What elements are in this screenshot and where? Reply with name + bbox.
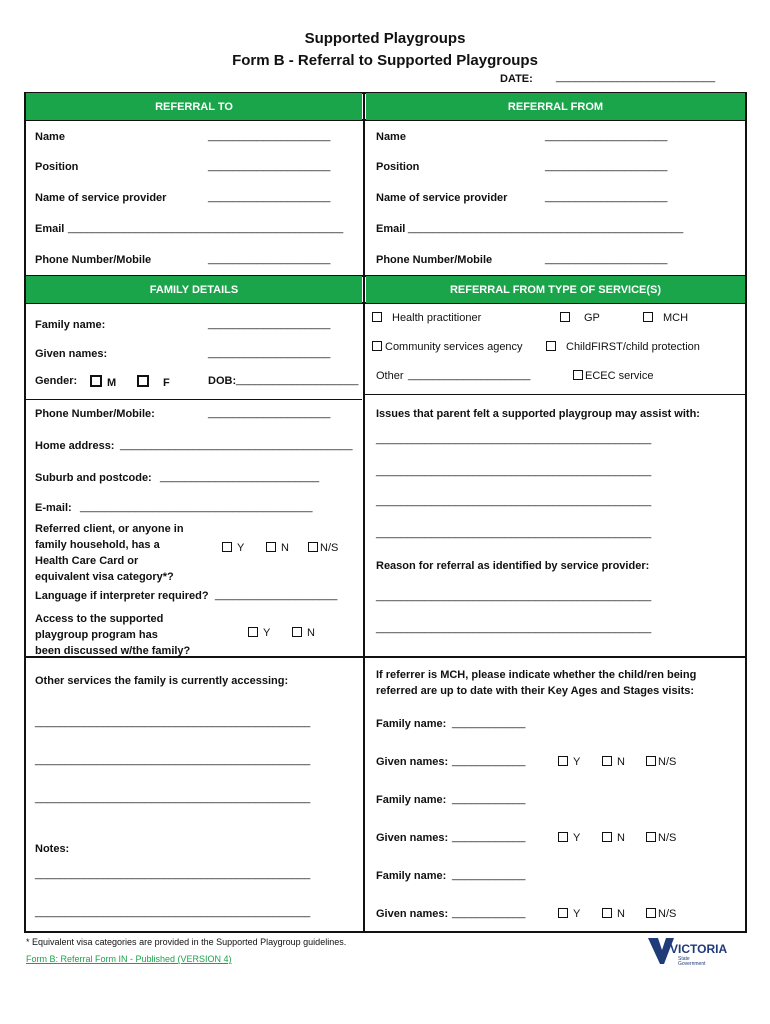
child2-family-label: Family name: xyxy=(376,794,447,806)
checkbox-icon xyxy=(558,908,568,918)
hcc-question: Referred client, or anyone in family household, has a Health Care Card or equivalent visa category*? xyxy=(35,523,184,583)
family-email-label: E-mail: xyxy=(35,502,72,514)
checkbox-icon xyxy=(646,756,656,766)
child3-given-field[interactable]: ____________ xyxy=(452,907,526,919)
notes-line-1[interactable]: _____________________________________________ xyxy=(35,868,311,880)
gender-m-option[interactable]: M xyxy=(90,375,116,389)
from-name-label: Name xyxy=(376,131,406,143)
checkbox-icon xyxy=(643,312,653,322)
family-email-field[interactable]: ______________________________________ xyxy=(80,501,313,513)
header-referral-from: REFERRAL FROM xyxy=(366,93,745,120)
hcc-n-option[interactable]: N xyxy=(266,542,289,554)
logo-sub-1: State xyxy=(678,956,690,962)
other-services-line-3[interactable]: _____________________________________________ xyxy=(35,792,311,804)
ecec-option[interactable]: ECEC service xyxy=(573,370,653,382)
logo-text: VICTORIA xyxy=(670,942,728,956)
issues-line-1[interactable]: _____________________________________________ xyxy=(376,433,652,445)
checkbox-icon xyxy=(137,375,149,387)
dob-label: DOB: xyxy=(208,375,237,387)
child1-given-field[interactable]: ____________ xyxy=(452,755,526,767)
checkbox-icon xyxy=(372,341,382,351)
victoria-logo-icon xyxy=(648,934,728,968)
from-email-field[interactable]: _____________________________________________ xyxy=(408,222,684,234)
family-phone-field[interactable]: ____________________ xyxy=(208,407,331,419)
form-subtitle: Form B - Referral to Supported Playgroups xyxy=(232,52,538,69)
access-question: Access to the supported playgroup program has been discussed w/the family? xyxy=(35,613,191,657)
checkbox-icon xyxy=(308,542,318,552)
family-phone-label: Phone Number/Mobile: xyxy=(35,408,155,420)
form-title: Supported Playgroups xyxy=(304,30,466,47)
checkbox-icon xyxy=(222,542,232,552)
child3-y-option[interactable]: Y xyxy=(558,908,580,920)
gp-option[interactable]: GP xyxy=(560,312,600,324)
child2-ns-option[interactable]: N/S xyxy=(646,832,676,844)
checkbox-icon xyxy=(558,832,568,842)
date-label: DATE: xyxy=(500,73,533,85)
from-provider-label: Name of service provider xyxy=(376,192,508,204)
suburb-field[interactable]: __________________________ xyxy=(160,471,320,483)
checkbox-icon xyxy=(646,908,656,918)
language-field[interactable]: ____________________ xyxy=(215,589,338,601)
child3-given-label: Given names: xyxy=(376,908,449,920)
home-address-field[interactable]: ______________________________________ xyxy=(120,439,353,451)
from-phone-label: Phone Number/Mobile xyxy=(376,254,493,266)
child1-n-option[interactable]: N xyxy=(602,756,625,768)
checkbox-icon xyxy=(602,908,612,918)
mch-option[interactable]: MCH xyxy=(643,312,688,324)
header-referral-type: REFERRAL FROM TYPE OF SERVICE(S) xyxy=(366,276,745,303)
child1-y-option[interactable]: Y xyxy=(558,756,580,768)
other-field[interactable]: ____________________ xyxy=(408,369,531,381)
home-address-label: Home address: xyxy=(35,440,115,452)
health-option[interactable]: Health practitioner xyxy=(372,312,481,324)
child1-given-label: Given names: xyxy=(376,756,449,768)
from-name-field[interactable]: ____________________ xyxy=(545,130,668,142)
language-label: Language if interpreter required? xyxy=(35,590,209,602)
from-position-field[interactable]: ____________________ xyxy=(545,160,668,172)
to-provider-label: Name of service provider xyxy=(35,192,167,204)
date-field[interactable]: __________________________ xyxy=(556,71,716,83)
issues-line-2[interactable]: _____________________________________________ xyxy=(376,465,652,477)
logo-sub-2: Government xyxy=(678,961,706,967)
given-names-field[interactable]: ____________________ xyxy=(208,347,331,359)
header-referral-to: REFERRAL TO xyxy=(26,93,362,120)
community-option[interactable]: Community services agency xyxy=(372,341,523,353)
child1-family-field[interactable]: ____________ xyxy=(452,717,526,729)
from-phone-field[interactable]: ____________________ xyxy=(545,253,668,265)
other-label: Other xyxy=(376,370,404,382)
notes-line-2[interactable]: _____________________________________________ xyxy=(35,906,311,918)
other-services-line-1[interactable]: _____________________________________________ xyxy=(35,716,311,728)
other-services-label: Other services the family is currently accessing: xyxy=(35,675,289,687)
to-name-field[interactable]: ____________________ xyxy=(208,130,331,142)
from-provider-field[interactable]: ____________________ xyxy=(545,191,668,203)
reason-line-2[interactable]: _____________________________________________ xyxy=(376,622,652,634)
from-email-label: Email xyxy=(376,223,406,235)
notes-label: Notes: xyxy=(35,843,70,855)
to-phone-label: Phone Number/Mobile xyxy=(35,254,152,266)
reason-label: Reason for referral as identified by service provider: xyxy=(376,560,650,572)
to-provider-field[interactable]: ____________________ xyxy=(208,191,331,203)
child1-ns-option[interactable]: N/S xyxy=(646,756,676,768)
child3-family-label: Family name: xyxy=(376,870,447,882)
issues-line-4[interactable]: _____________________________________________ xyxy=(376,527,652,539)
child1-family-label: Family name: xyxy=(376,718,447,730)
issues-label: Issues that parent felt a supported playgroup may assist with: xyxy=(376,408,700,420)
mch-question: If referrer is MCH, please indicate whether the child/ren being referred are up to date with their Key Ages and Stages visits: xyxy=(376,669,697,697)
checkbox-icon xyxy=(248,627,258,637)
child3-ns-option[interactable]: N/S xyxy=(646,908,676,920)
child2-y-option[interactable]: Y xyxy=(558,832,580,844)
reason-line-1[interactable]: _____________________________________________ xyxy=(376,590,652,602)
victoria-logo xyxy=(648,934,728,968)
child3-family-field[interactable]: ____________ xyxy=(452,869,526,881)
to-position-label: Position xyxy=(35,161,79,173)
header-family-details: FAMILY DETAILS xyxy=(26,276,362,303)
footnote: * Equivalent visa categories are provided in the Supported Playgroup guidelines. xyxy=(26,937,347,947)
issues-line-3[interactable]: _____________________________________________ xyxy=(376,495,652,507)
other-services-line-2[interactable]: _____________________________________________ xyxy=(35,754,311,766)
child2-given-label: Given names: xyxy=(376,832,449,844)
childfirst-option[interactable]: ChildFIRST/child protection xyxy=(546,341,700,353)
gender-f-option[interactable]: F xyxy=(137,375,170,389)
gender-label: Gender: xyxy=(35,375,78,387)
access-y-option[interactable]: Y xyxy=(248,627,270,639)
family-name-field[interactable]: ____________________ xyxy=(208,318,331,330)
child2-n-option[interactable]: N xyxy=(602,832,625,844)
child2-given-field[interactable]: ____________ xyxy=(452,831,526,843)
checkbox-icon xyxy=(90,375,102,387)
checkbox-icon xyxy=(546,341,556,351)
checkbox-icon xyxy=(560,312,570,322)
access-n-option[interactable]: N xyxy=(292,627,315,639)
hcc-y-option[interactable]: Y xyxy=(222,542,244,554)
given-names-label: Given names: xyxy=(35,348,108,360)
to-email-label: Email xyxy=(35,223,65,235)
checkbox-icon xyxy=(558,756,568,766)
suburb-label: Suburb and postcode: xyxy=(35,472,152,484)
to-email-field[interactable]: _____________________________________________ xyxy=(68,222,344,234)
hcc-ns-option[interactable]: N/S xyxy=(308,542,338,554)
footer-link[interactable]: Form B: Referral Form IN - Published (VERSION 4) xyxy=(26,954,232,964)
checkbox-icon xyxy=(573,370,583,380)
checkbox-icon xyxy=(292,627,302,637)
child3-n-option[interactable]: N xyxy=(602,908,625,920)
family-name-label: Family name: xyxy=(35,319,106,331)
to-phone-field[interactable]: ____________________ xyxy=(208,253,331,265)
checkbox-icon xyxy=(372,312,382,322)
to-name-label: Name xyxy=(35,131,65,143)
from-position-label: Position xyxy=(376,161,420,173)
checkbox-icon xyxy=(602,756,612,766)
checkbox-icon xyxy=(646,832,656,842)
to-position-field[interactable]: ____________________ xyxy=(208,160,331,172)
dob-field[interactable]: ____________________ xyxy=(236,374,359,386)
checkbox-icon xyxy=(602,832,612,842)
checkbox-icon xyxy=(266,542,276,552)
child2-family-field[interactable]: ____________ xyxy=(452,793,526,805)
